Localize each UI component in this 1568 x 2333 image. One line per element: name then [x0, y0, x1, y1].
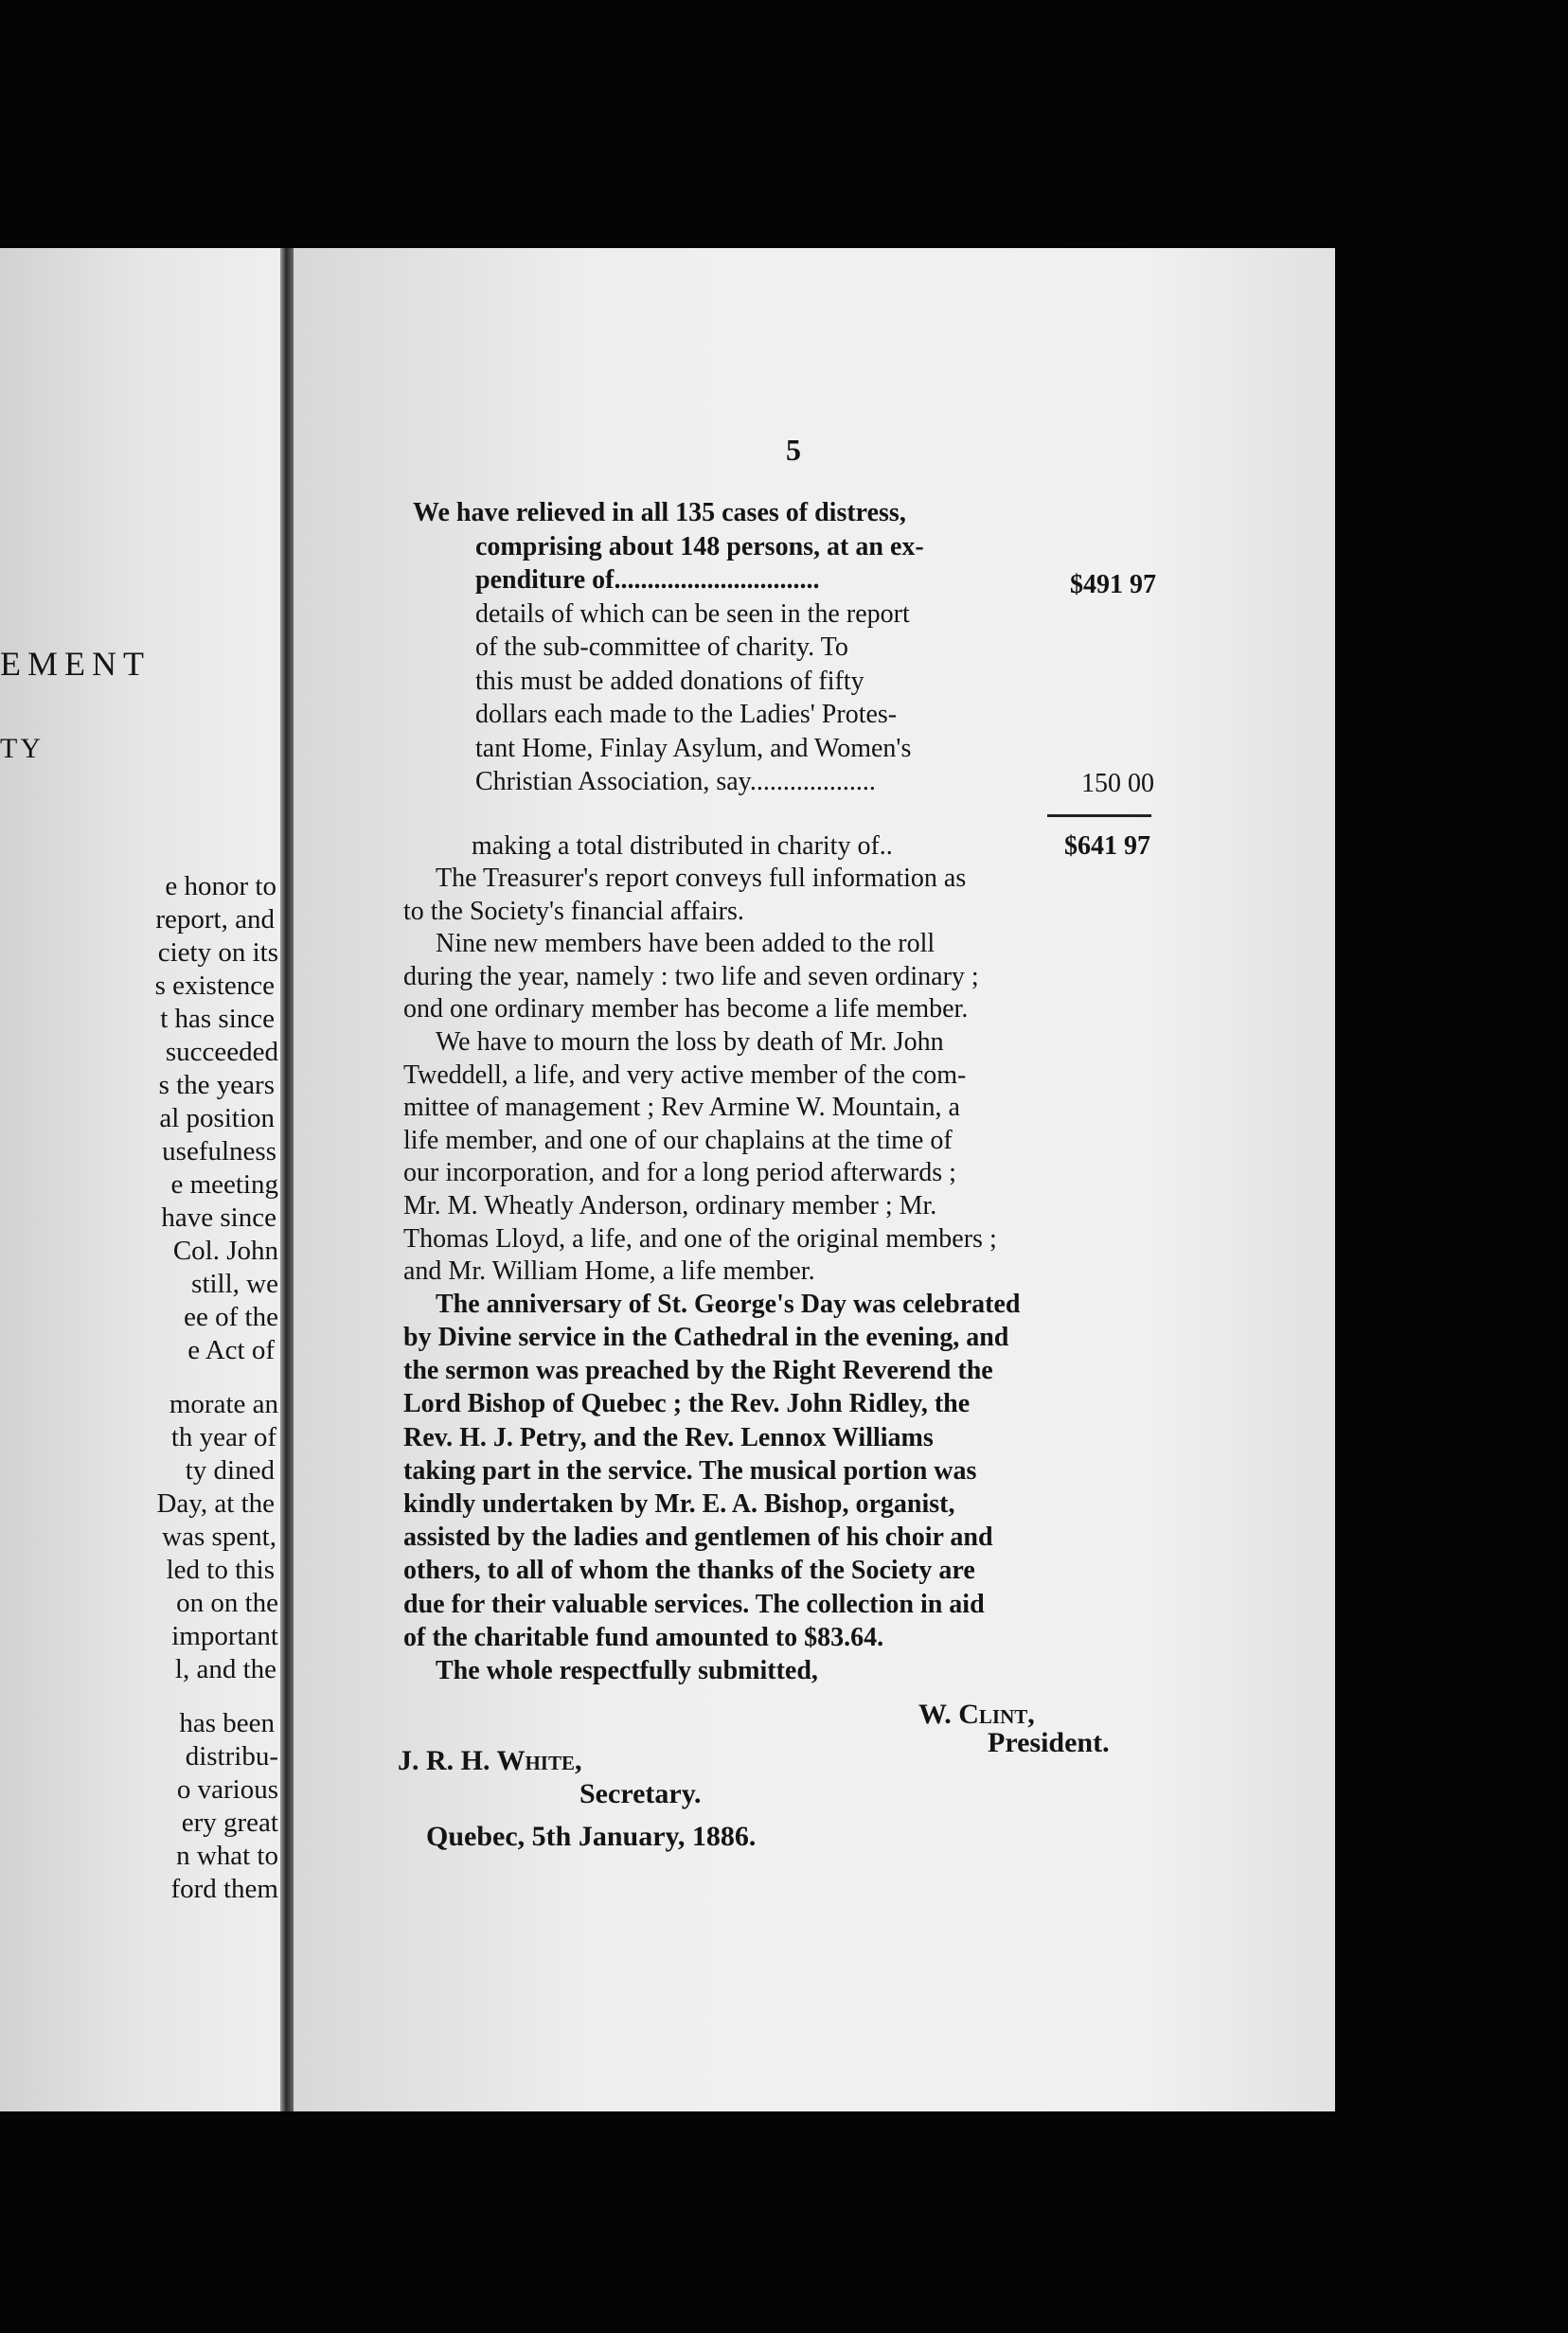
left-page-line: report, and: [155, 904, 275, 935]
body-line: life member, and one of our chaplains at the time of: [403, 1125, 953, 1155]
left-page-line: distribu-: [185, 1741, 278, 1772]
body-line: due for their valuable services. The collection in aid: [403, 1589, 985, 1619]
left-page-line: al position: [159, 1103, 275, 1133]
left-page-line: on on the: [176, 1588, 278, 1618]
body-line: Tweddell, a life, and very active member of the com-: [403, 1060, 967, 1090]
secretary-title: Secretary.: [579, 1778, 702, 1809]
body-line: mittee of management ; Rev Armine W. Mountain, a: [403, 1093, 960, 1123]
left-page-line: th year of: [170, 1422, 276, 1452]
place-and-date: Quebec, 5th January, 1886.: [426, 1821, 757, 1852]
page-gutter: [280, 248, 294, 2111]
body-line: during the year, namely : two life and seven ordinary ;: [403, 961, 979, 991]
page-number: 5: [786, 433, 801, 467]
left-page-line: s the years: [158, 1070, 275, 1100]
charity-line: We have relieved in all 135 cases of distress,: [413, 498, 906, 527]
left-page-line: t has since: [160, 1004, 275, 1034]
secretary-name-text: J. R. H. White,: [398, 1745, 582, 1776]
left-page: [0, 248, 280, 2111]
secretary-name: [398, 1745, 581, 1777]
charity-line: dollars each made to the Ladies' Protes-: [475, 700, 898, 729]
charity-line: details of which can be seen in the report: [475, 598, 910, 629]
left-page-line: important: [171, 1621, 278, 1651]
left-page-line: ford them: [170, 1874, 278, 1904]
body-line: We have to mourn the loss by death of Mr. John: [436, 1027, 944, 1057]
left-page-line: Col. John: [172, 1236, 278, 1266]
body-line: kindly undertaken by Mr. E. A. Bishop, organist,: [403, 1489, 955, 1519]
left-page-line: has been: [179, 1708, 275, 1738]
body-line: Rev. H. J. Petry, and the Rev. Lennox Williams: [403, 1422, 934, 1452]
body-line: Thomas Lloyd, a life, and one of the original members ;: [403, 1223, 997, 1254]
left-page-line: usefulness: [162, 1136, 276, 1166]
left-page-line: ee of the: [184, 1302, 278, 1332]
body-line: to the Society's financial affairs.: [403, 896, 744, 926]
body-line: the sermon was preached by the Right Reverend the: [403, 1356, 993, 1386]
body-line: by Divine service in the Cathedral in the evening, and: [403, 1323, 1009, 1352]
amount-expenditure: $491 97: [1070, 570, 1156, 599]
charity-line: Christian Association, say...................: [475, 767, 876, 796]
amount-total: $641 97: [1064, 831, 1150, 861]
left-page-line: was spent,: [162, 1522, 276, 1552]
body-line: Mr. M. Wheatly Anderson, ordinary member ; Mr.: [403, 1191, 937, 1220]
body-line: The anniversary of St. George's Day was celebrated: [436, 1289, 1021, 1319]
left-page-line: Day, at the: [156, 1488, 275, 1519]
charity-line: comprising about 148 persons, at an ex-: [475, 531, 924, 561]
sum-rule: [1047, 814, 1151, 817]
left-page-line: o various: [176, 1774, 278, 1805]
left-page-line: e meeting: [170, 1169, 278, 1200]
president-title: President.: [988, 1727, 1110, 1758]
left-page-line: ery great: [181, 1808, 278, 1838]
left-page-line: have since: [161, 1202, 276, 1233]
total-line: making a total distributed in charity of..: [472, 831, 893, 861]
charity-line: penditure of...............................: [475, 565, 820, 595]
left-page-line: e honor to: [165, 871, 276, 901]
left-page-line: l, and the: [174, 1654, 276, 1684]
body-line: taking part in the service. The musical portion was: [403, 1455, 977, 1486]
right-page: [294, 248, 1335, 2111]
president-name-text: W. Clint,: [918, 1699, 1035, 1730]
left-page-line: morate an: [169, 1389, 278, 1419]
body-line: of the charitable fund amounted to $83.64.: [403, 1622, 884, 1652]
left-page-line: e Act of: [187, 1335, 275, 1365]
body-line: The Treasurer's report conveys full information as: [436, 864, 967, 893]
body-line: others, to all of whom the thanks of the Society are: [403, 1556, 975, 1586]
left-page-subheading: TY: [0, 733, 44, 764]
left-page-line: n what to: [176, 1841, 278, 1871]
body-line: our incorporation, and for a long period afterwards ;: [403, 1158, 956, 1188]
charity-line: this must be added donations of fifty: [475, 666, 864, 696]
left-page-line: ty dined: [185, 1455, 275, 1486]
left-page-line: s existence: [154, 971, 275, 1001]
charity-line: tant Home, Finlay Asylum, and Women's: [475, 733, 912, 763]
body-line: and Mr. William Home, a life member.: [403, 1256, 815, 1287]
left-page-line: ciety on its: [157, 937, 278, 968]
body-line: ond one ordinary member has become a life member.: [403, 994, 969, 1024]
amount-donations: 150 00: [1081, 769, 1154, 798]
president-name: [918, 1699, 1035, 1731]
body-line: Lord Bishop of Quebec ; the Rev. John Ridley, the: [403, 1389, 971, 1419]
left-page-line: succeeded: [165, 1037, 278, 1067]
body-line: assisted by the ladies and gentlemen of his choir and: [403, 1523, 993, 1553]
left-page-line: still, we: [191, 1269, 278, 1299]
left-page-heading: EMENT: [0, 645, 151, 683]
charity-line: of the sub-committee of charity. To: [475, 632, 848, 662]
left-page-line: led to this: [166, 1555, 275, 1585]
body-line: The whole respectfully submitted,: [436, 1656, 818, 1685]
body-line: Nine new members have been added to the roll: [436, 929, 935, 959]
